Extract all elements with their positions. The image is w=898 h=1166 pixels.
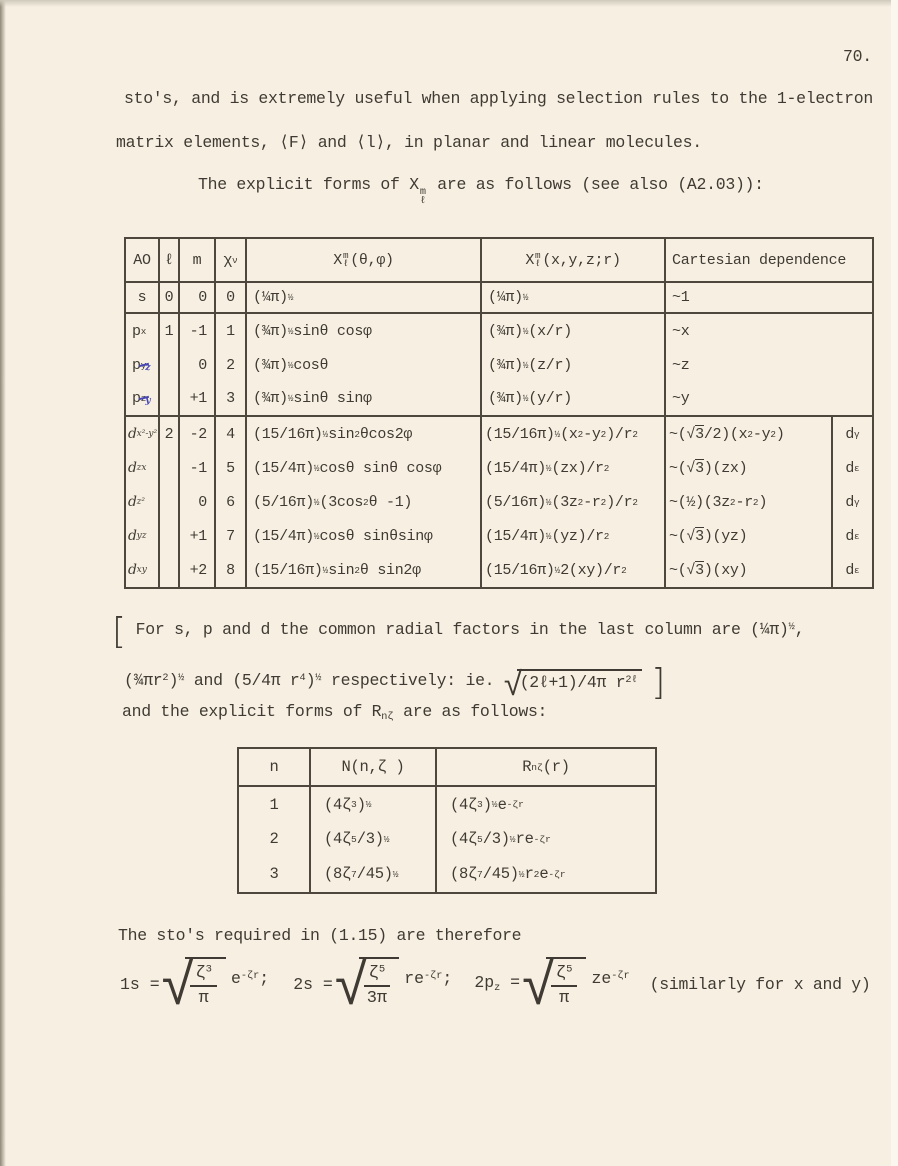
cell-p3-chi: 3 [216, 382, 247, 417]
cell-p2-m: 0 [180, 348, 216, 382]
cell-d3-chi: 6 [216, 485, 247, 519]
cell-d2-dep: ~(√ 3 )(zx) [666, 451, 833, 485]
radial-factor-note [112, 604, 804, 706]
table-lead-sentence: The explicit forms of X m ℓ are as follows (see also (A2.03)): [198, 175, 764, 207]
cell-d4-angular: (15/4π) ½ cosθ sinθsinφ [247, 519, 482, 553]
cell-R-1: (4ζ 3 ) ½ e -ζr [450, 795, 524, 814]
cell-d2-symmetry: d ε [845, 459, 860, 477]
cell-N-3: (8ζ 7 /45) ½ [311, 856, 437, 892]
cell-p1-angular: (¾π) ½ sinθ cosφ [247, 314, 482, 348]
cell-d4-l [160, 519, 180, 553]
cell-n-2: 2 [239, 822, 311, 856]
col-header-radial: R nζ (r) [437, 749, 655, 787]
cell-p2-l [160, 348, 180, 382]
cell-s-l: 0 [160, 283, 180, 314]
equation-1s: 1s = √ $\frac{\zeta^3}{\pi}$ $e^{-\zeta r}$; [120, 950, 270, 1018]
equation-2pz: $2p_z$ = √ $\frac{\zeta^5}{\pi}$ $ze^{-\zeta r}$ [474, 950, 630, 1018]
cell-s-fn: (¼π) ½ [482, 283, 666, 314]
cell-d5-fn: (15/16π) ½ 2(xy)/r 2 [482, 553, 666, 587]
cell-s-ao: s [126, 283, 160, 314]
cell-p3-m: +1 [180, 382, 216, 417]
cell-d2-m: -1 [180, 451, 216, 485]
cell-d2-chi: 5 [216, 451, 247, 485]
cell-d2-angular: (15/4π) ½ cosθ sinθ cosφ [247, 451, 482, 485]
col-header-normalization: N(n,ζ ) [311, 749, 437, 787]
similarly-note: (similarly for x and y) [649, 974, 871, 994]
radial-function-table [237, 747, 657, 894]
cell-p3-dep: ~y [666, 382, 872, 417]
col-header-l: ℓ [160, 239, 180, 283]
cell-p3-angular: (¾π) ½ sinθ sinφ [247, 382, 482, 417]
cell-p1-m: -1 [180, 314, 216, 348]
close-bracket: ] [651, 662, 666, 704]
cell-n-1: 1 [239, 787, 311, 822]
scan-edge-top [0, 0, 898, 7]
cell-d1-dep: ~(√ 3 /2)(x 2 -y 2 ) [666, 417, 833, 451]
cell-p2-chi: 2 [216, 348, 247, 382]
cell-d3-symmetry: d γ [845, 493, 860, 511]
cell-s-chi: 0 [216, 283, 247, 314]
cell-d1-symmetry: d γ [845, 425, 860, 443]
col-header-angular: X m ℓ (θ,φ) [247, 239, 482, 283]
scan-edge-left [0, 0, 6, 1166]
cell-p1-chi: 1 [216, 314, 247, 348]
cell-d4-m: +1 [180, 519, 216, 553]
note-line-1: [ For s, p and d the common radial factors in the last column are (¼π)$^{\frac{1}{2}}$, [112, 611, 805, 653]
cell-p3-fn: (¾π) ½ (y/r) [482, 382, 666, 417]
cell-d1-ao: d x²-y² [126, 417, 160, 451]
cell-d5-angular: (15/16π) ½ sin 2 θ sin2φ [247, 553, 482, 587]
orbital-table [124, 237, 874, 589]
radical-sign: √ [334, 950, 367, 1018]
paragraph-line-2: matrix elements, ⟨F⟩ and ⟨l⟩, in planar and linear molecules. [116, 133, 702, 152]
radical-sign: √ [161, 950, 194, 1018]
page-number: 70. [843, 47, 872, 66]
rnz-lead-sentence: and the explicit forms of $R_{n\zeta}$ are as follows: [122, 702, 548, 724]
cell-d4-chi: 7 [216, 519, 247, 553]
col-header-dependence: Cartesian dependence [666, 239, 872, 283]
cell-d5-l [160, 553, 180, 587]
cell-d4-ao: d yz [126, 519, 160, 553]
cell-p3-l [160, 382, 180, 417]
cell-R-2: (4ζ 5 /3) ½ re -ζr [450, 830, 551, 848]
cell-d1-angular: (15/16π) ½ sin 2 θcos2φ [247, 417, 482, 451]
note-line-2: $(\frac{3}{4}\pi r^2)^{\frac{1}{2}}$ and (5/4π $r^4)^{\frac{1}{2}}$ respectively: ie. √ (2ℓ+1)/4π $r^{2\ell}$ ] [124, 662, 666, 704]
cell-d3-ao: d z² [126, 485, 160, 519]
cell-d4-symmetry: d ε [845, 527, 860, 545]
col-header-cartesian-fn: X m ℓ (x,y,z;r) [482, 239, 666, 283]
col-header-m: m [180, 239, 216, 283]
cell-d4-fn: (15/4π) ½ (yz)/r 2 [482, 519, 666, 553]
paragraph-line-1: sto's, and is extremely useful when applying selection rules to the 1-electron [124, 89, 873, 108]
cell-R-3: (8ζ 7 /45) ½ r 2 e -ζr [450, 865, 566, 883]
cell-d1-m: -2 [180, 417, 216, 451]
cell-d3-angular: (5/16π) ½ (3cos 2 θ -1) [247, 485, 482, 519]
cell-d5-dep: ~(√ 3 )(xy) [666, 553, 833, 587]
col-header-chi: χ ν [216, 239, 247, 283]
cell-d3-fn: (5/16π) ½ (3z 2 -r 2 )/r 2 [482, 485, 666, 519]
cell-d3-l [160, 485, 180, 519]
cell-d4-dep: ~(√ 3 )(yz) [666, 519, 833, 553]
cell-p3-ao: p zy [126, 382, 160, 417]
cell-d2-l [160, 451, 180, 485]
cell-d5-ao: d xy [126, 553, 160, 587]
cell-d2-fn: (15/4π) ½ (zx)/r 2 [482, 451, 666, 485]
cell-p1-l: 1 [160, 314, 180, 348]
cell-p1-fn: (¾π) ½ (x/r) [482, 314, 666, 348]
cell-s-dep: ~1 [666, 283, 872, 314]
cell-d2-ao: d zx [126, 451, 160, 485]
cell-d3-m: 0 [180, 485, 216, 519]
sto-lead-sentence: The sto's required in (1.15) are therefore [118, 926, 522, 945]
radical-sign: √ [522, 950, 554, 1018]
cell-p1-ao: p x [126, 314, 160, 348]
sto-equations [120, 946, 871, 1022]
cell-N-2: (4ζ 5 /3) ½ [311, 822, 437, 856]
cell-d1-fn: (15/16π) ½ (x 2 -y 2 )/r 2 [482, 417, 666, 451]
scan-edge-right [891, 0, 898, 1166]
cell-d1-l: 2 [160, 417, 180, 451]
cell-d3-dep: ~(½)(3z 2 -r 2 ) [666, 485, 833, 519]
radical-sign: √ [503, 664, 522, 704]
cell-p2-angular: (¾π) ½ cosθ [247, 348, 482, 382]
cell-d5-chi: 8 [216, 553, 247, 587]
cell-d1-chi: 4 [216, 417, 247, 451]
open-bracket: [ [112, 611, 127, 653]
cell-d5-m: +2 [180, 553, 216, 587]
cell-p2-fn: (¾π) ½ (z/r) [482, 348, 666, 382]
cell-p2-ao: p yz [126, 348, 160, 382]
cell-n-3: 3 [239, 856, 311, 892]
cell-s-angular: (¼π) ½ [247, 283, 482, 314]
col-header-n: n [239, 749, 311, 787]
cell-p2-dep: ~z [672, 356, 690, 374]
equation-2s: 2s = √ $\frac{\zeta^5}{3\pi}$ $re^{-\zeta r}$; [293, 950, 453, 1018]
cell-N-1: (4ζ 3 ) ½ [311, 787, 437, 822]
col-header-ao: AO [126, 239, 160, 283]
cell-d5-symmetry: d ε [845, 561, 860, 579]
cell-s-m: 0 [180, 283, 216, 314]
cell-p1-dep: ~x [672, 322, 690, 340]
